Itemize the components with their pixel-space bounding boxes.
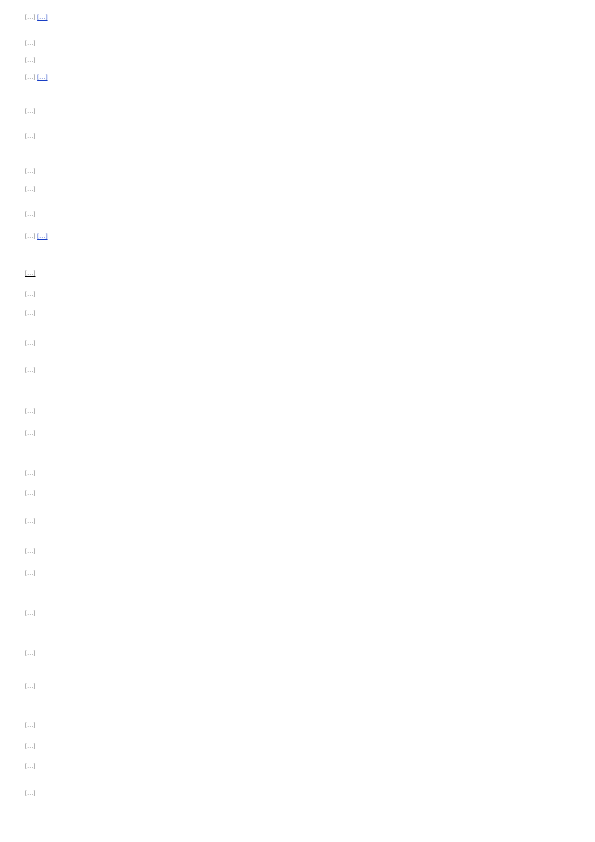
paragraph-16: […] [25, 722, 36, 729]
link-section-1[interactable]: […] [37, 74, 48, 81]
paragraph-3-13: […] [25, 430, 36, 437]
paragraph-13: […] [25, 610, 36, 617]
paragraph-3: […] [25, 108, 36, 115]
paragraph-6: […] [25, 186, 36, 193]
paragraph-7: […] [25, 211, 36, 218]
paragraph-5: […] [25, 168, 36, 175]
link-appendix-14[interactable]: […] [37, 14, 48, 21]
paragraph-11: […] [25, 548, 36, 555]
paragraph-8: […] [25, 310, 36, 317]
paragraph-3-10: […] [25, 340, 36, 347]
section-heading: […] [25, 270, 36, 277]
paragraph-3-9: […] [25, 291, 36, 298]
paragraph-3-15: […] [25, 790, 36, 797]
paragraph-10: […] [25, 518, 36, 525]
paragraph-3-14: […] [25, 470, 36, 477]
paragraph-15: […] [25, 683, 36, 690]
paragraph-intro-end: […] […] [25, 14, 48, 21]
paragraph-18: […] [25, 763, 36, 770]
paragraph-4: […] [25, 133, 36, 140]
paragraph-1: […] [25, 40, 36, 47]
paragraph-9: […] [25, 490, 36, 497]
paragraph-3-11: […] [25, 367, 36, 374]
paragraph-17: […] [25, 743, 36, 750]
paragraph-3-12: […] [25, 408, 36, 415]
link-appendix-15[interactable]: […] [37, 233, 48, 240]
paragraph-12: […] [25, 570, 36, 577]
paragraph-2: […] […] [25, 74, 48, 81]
paragraph-3-8: […] […] [25, 233, 48, 240]
paragraph-14: […] [25, 650, 36, 657]
paragraph-3-7: […] [25, 57, 36, 64]
